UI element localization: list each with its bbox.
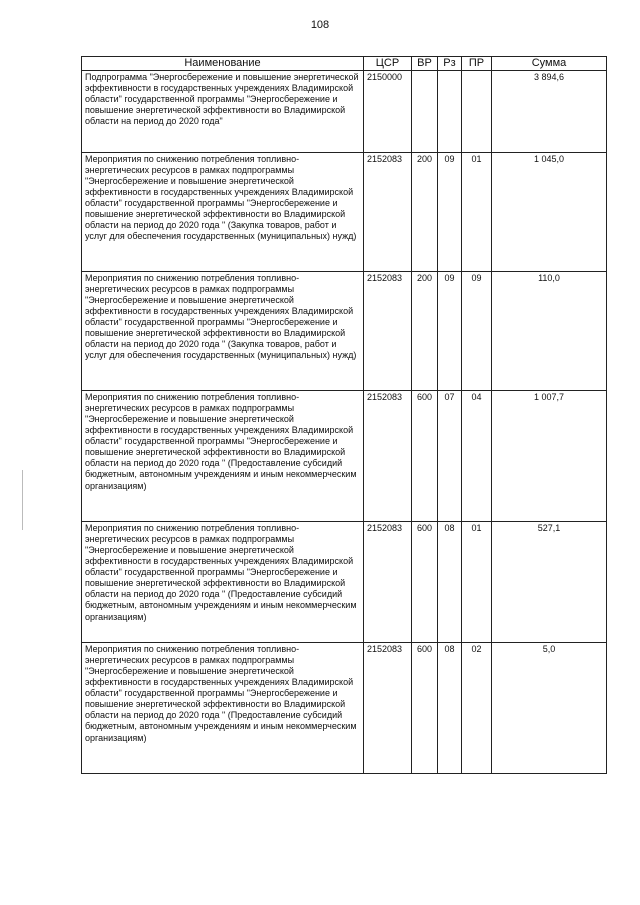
row-vr: 200 (412, 272, 438, 391)
table-header-row (82, 57, 607, 71)
table-row (82, 643, 607, 774)
header-name: Наименование (82, 57, 364, 71)
header-pr: ПР (462, 57, 492, 71)
row-rz (438, 71, 462, 153)
row-pr (462, 71, 492, 153)
row-vr (412, 71, 438, 153)
row-sum: 527,1 (492, 522, 607, 643)
row-csr: 2150000 (364, 71, 412, 153)
table-row (82, 71, 607, 153)
table-row (82, 522, 607, 643)
budget-table (81, 56, 607, 774)
row-sum: 5,0 (492, 643, 607, 774)
table-row (82, 391, 607, 522)
header-csr: ЦСР (364, 57, 412, 71)
table-row (82, 272, 607, 391)
row-name: Мероприятия по снижению потребления топливно-энергетических ресурсов в рамках подпрограммы "Энергосбережение и повышение энергетической эффективности в государственных учреждениях Владимирской области" государственной программы "Энергосбережение и повышение энергетической эффективности во Владимирской области на период до 2020 года " (Закупка товаров, работ и услуг для обеспечения государственных (муниципальных) нужд) (82, 153, 364, 272)
row-pr: 02 (462, 643, 492, 774)
row-name: Мероприятия по снижению потребления топливно-энергетических ресурсов в рамках подпрограммы "Энергосбережение и повышение энергетической эффективности в государственных учреждениях Владимирской области" государственной программы "Энергосбережение и повышение энергетической эффективности во Владимирской области на период до 2020 года " (Предоставление субсидий бюджетным, автономным учреждениям и иным некоммерческим организациям) (82, 391, 364, 522)
row-name: Подпрограмма "Энергосбережение и повышение энергетической эффективности в государственных учреждениях Владимирской области" государственной программы "Энергосбережение и повышение энергетической эффективности во Владимирской области на период до 2020 года" (82, 71, 364, 153)
row-csr: 2152083 (364, 153, 412, 272)
scan-artifact (22, 470, 23, 530)
row-sum: 110,0 (492, 272, 607, 391)
page-number: 108 (310, 19, 330, 31)
row-sum: 1 045,0 (492, 153, 607, 272)
row-vr: 600 (412, 522, 438, 643)
row-name: Мероприятия по снижению потребления топливно-энергетических ресурсов в рамках подпрограммы "Энергосбережение и повышение энергетической эффективности в государственных учреждениях Владимирской области" государственной программы "Энергосбережение и повышение энергетической эффективности во Владимирской области на период до 2020 года " (Предоставление субсидий бюджетным, автономным учреждениям и иным некоммерческим организациям) (82, 522, 364, 643)
row-vr: 600 (412, 643, 438, 774)
row-csr: 2152083 (364, 522, 412, 643)
row-pr: 01 (462, 153, 492, 272)
row-rz: 09 (438, 272, 462, 391)
row-pr: 04 (462, 391, 492, 522)
row-rz: 09 (438, 153, 462, 272)
row-sum: 1 007,7 (492, 391, 607, 522)
row-csr: 2152083 (364, 391, 412, 522)
row-pr: 01 (462, 522, 492, 643)
header-vr: ВР (412, 57, 438, 71)
row-rz: 08 (438, 643, 462, 774)
row-vr: 600 (412, 391, 438, 522)
row-csr: 2152083 (364, 272, 412, 391)
row-sum: 3 894,6 (492, 71, 607, 153)
header-rz: Рз (438, 57, 462, 71)
row-name: Мероприятия по снижению потребления топливно-энергетических ресурсов в рамках подпрограммы "Энергосбережение и повышение энергетической эффективности в государственных учреждениях Владимирской области" государственной программы "Энергосбережение и повышение энергетической эффективности во Владимирской области на период до 2020 года " (Предоставление субсидий бюджетным, автономным учреждениям и иным некоммерческим организациям) (82, 643, 364, 774)
row-vr: 200 (412, 153, 438, 272)
row-pr: 09 (462, 272, 492, 391)
row-rz: 07 (438, 391, 462, 522)
row-rz: 08 (438, 522, 462, 643)
row-name: Мероприятия по снижению потребления топливно-энергетических ресурсов в рамках подпрограммы "Энергосбережение и повышение энергетической эффективности в государственных учреждениях Владимирской области" государственной программы "Энергосбережение и повышение энергетической эффективности во Владимирской области на период до 2020 года " (Закупка товаров, работ и услуг для обеспечения государственных (муниципальных) нужд) (82, 272, 364, 391)
header-sum: Сумма (492, 57, 607, 71)
table-row (82, 153, 607, 272)
row-csr: 2152083 (364, 643, 412, 774)
